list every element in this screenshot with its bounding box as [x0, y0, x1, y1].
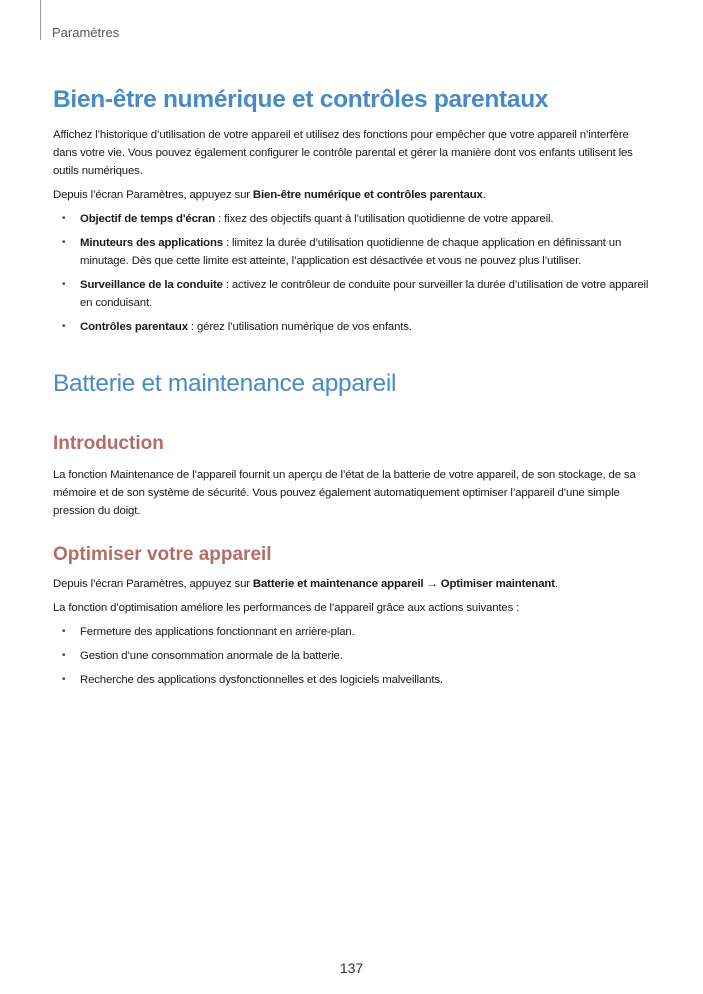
optimize-description: La fonction d’optimisation améliore les performances de l’appareil grâce aux actions suivantes : — [53, 602, 520, 614]
path-prefix: Depuis l’écran Paramètres, appuyez sur — [53, 189, 253, 201]
optimize-action-list — [53, 623, 653, 689]
subsection-title-optimize: Optimiser votre appareil — [53, 544, 272, 565]
feature-term: Objectif de temps d'écran — [80, 213, 216, 225]
battery-maintenance-intro: La fonction Maintenance de l’appareil fournit un aperçu de l’état de la batterie de votre appareil, de son stockage, de sa mémoire et de son système de sécurité. Vous pouvez également automatiquement optimiser l’appareil d’une simple pression du doigt. — [53, 469, 636, 517]
bullet-icon: • — [62, 237, 66, 248]
bullet-icon: • — [62, 650, 66, 661]
section-title-battery-maintenance: Batterie et maintenance appareil — [53, 370, 397, 397]
running-header: Paramètres — [52, 25, 120, 40]
digital-wellbeing-path — [53, 186, 653, 204]
subsection-title-introduction: Introduction — [53, 433, 164, 454]
page-number: 137 — [339, 960, 364, 976]
feature-description: : gérez l’utilisation numérique de vos enfants. — [187, 321, 412, 333]
feature-term: Surveillance de la conduite — [80, 279, 223, 291]
path-menu-item: Bien-être numérique et contrôles parentaux — [252, 189, 483, 201]
list-item — [62, 318, 653, 336]
list-item — [62, 647, 653, 665]
path-menu-item: Optimiser maintenant — [440, 578, 555, 590]
path-suffix: . — [482, 189, 486, 201]
digital-wellbeing-intro: Affichez l’historique d’utilisation de votre appareil et utilisez des fonctions pour empêcher que votre appareil n’interfère dans votre vie. Vous pouvez également configurer le contrôle parental et gérer la manière dont vos enfants utilisent les outils numériques. — [53, 129, 633, 177]
path-arrow: → — [423, 578, 441, 590]
feature-description: : limitez la durée d’utilisation quotidienne de chaque application en définissant un minutage. Dès que cette limite est atteinte, l’application est désactivée et vous ne pouvez plus l’utiliser. — [80, 237, 622, 267]
action-description: Fermeture des applications fonctionnant en arrière-plan. — [80, 626, 355, 638]
list-item — [62, 623, 653, 641]
bullet-icon: • — [62, 213, 66, 224]
optimize-path — [53, 575, 653, 593]
feature-term: Minuteurs des applications — [80, 237, 223, 249]
list-item — [62, 210, 653, 228]
bullet-icon: • — [62, 321, 66, 332]
feature-term: Contrôles parentaux — [80, 321, 188, 333]
section-title-digital-wellbeing: Bien-être numérique et contrôles parentaux — [53, 86, 549, 113]
feature-description: : fixez des objectifs quant à l’utilisation quotidienne de votre appareil. — [215, 213, 554, 225]
path-prefix: Depuis l’écran Paramètres, appuyez sur — [53, 578, 253, 590]
header-rule — [40, 0, 41, 40]
feature-description: : activez le contrôleur de conduite pour surveiller la durée d’utilisation de votre appareil en conduisant. — [80, 279, 649, 309]
bullet-icon: • — [62, 674, 66, 685]
list-item — [62, 276, 653, 312]
bullet-icon: • — [62, 626, 66, 637]
path-menu-item: Batterie et maintenance appareil — [252, 578, 424, 590]
action-description: Gestion d’une consommation anormale de la batterie. — [80, 650, 343, 662]
bullet-icon: • — [62, 279, 66, 290]
list-item — [62, 234, 653, 270]
digital-wellbeing-feature-list — [53, 210, 653, 336]
list-item — [62, 671, 653, 689]
path-suffix: . — [554, 578, 558, 590]
action-description: Recherche des applications dysfonctionnelles et des logiciels malveillants. — [80, 674, 443, 686]
page-content — [53, 84, 653, 695]
